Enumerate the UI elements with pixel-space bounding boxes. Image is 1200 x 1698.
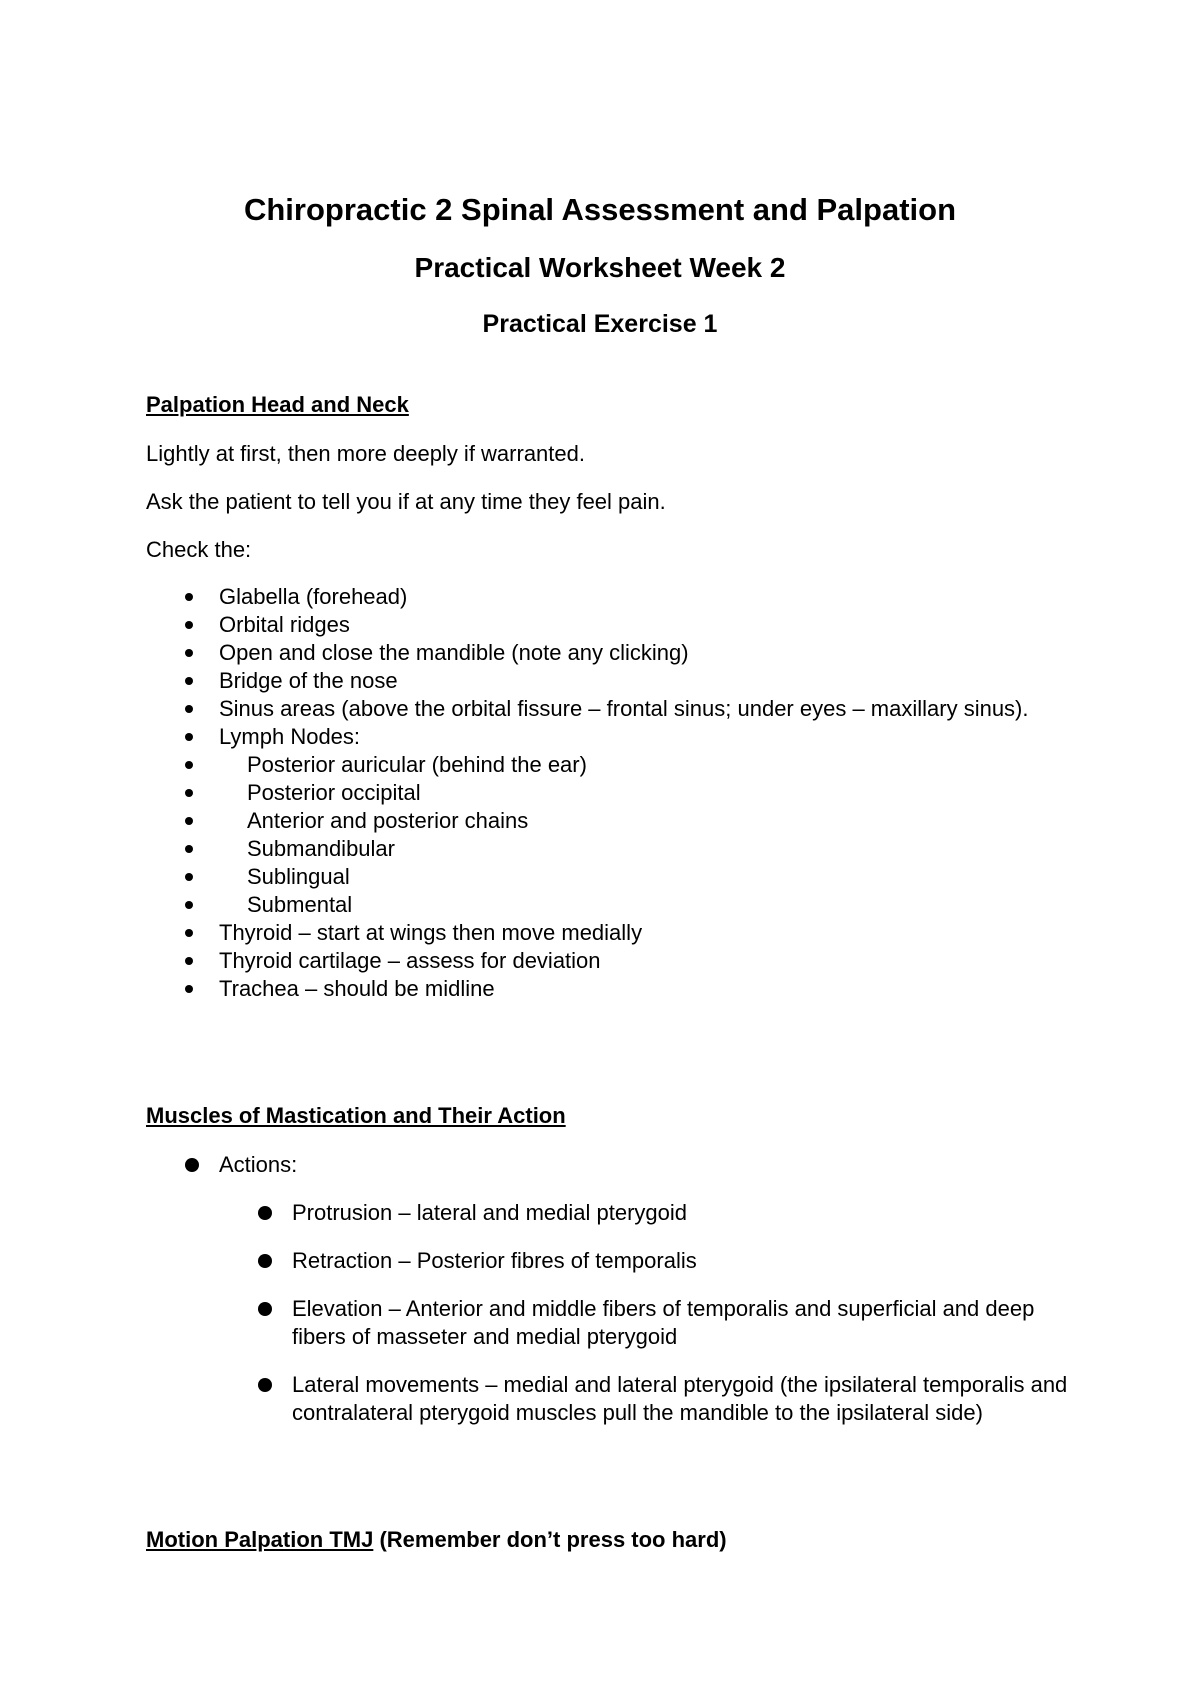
section-heading-motion-palpation-note: (Remember don’t press too hard) — [379, 1527, 727, 1552]
list-item — [0, 863, 1059, 891]
bullet-icon — [185, 761, 193, 769]
list-item — [292, 1295, 1072, 1351]
list-item — [0, 779, 1059, 807]
list-item — [0, 919, 1059, 947]
list-item-text: Posterior occipital — [247, 780, 421, 805]
list-item-text: Open and close the mandible (note any clicking) — [219, 640, 689, 665]
list-item-text: Posterior auricular (behind the ear) — [247, 752, 587, 777]
list-item-text: Anterior and posterior chains — [247, 808, 529, 833]
list-item — [0, 891, 1059, 919]
list-item-text: Bridge of the nose — [219, 668, 398, 693]
list-item — [0, 947, 1059, 975]
section-heading-mastication-text: Muscles of Mastication and Their Action — [146, 1103, 566, 1128]
section-heading-motion-palpation-text: Motion Palpation TMJ — [146, 1527, 374, 1552]
exercise-title: Practical Exercise 1 — [482, 310, 718, 338]
bullet-icon — [185, 845, 193, 853]
list-item — [0, 751, 1059, 779]
intro-paragraph-1: Lightly at first, then more deeply if warranted. — [146, 441, 585, 466]
list-item — [292, 1199, 1072, 1227]
list-item-text: Submandibular — [247, 836, 395, 861]
list-item-text: Submental — [247, 892, 353, 917]
list-item — [0, 639, 1059, 667]
bullet-icon — [185, 957, 193, 965]
bullet-icon — [258, 1302, 272, 1316]
bullet-icon — [258, 1254, 272, 1268]
list-item-text: Thyroid – start at wings then move medially — [219, 920, 643, 945]
bullet-icon — [185, 593, 193, 601]
bullet-icon — [258, 1206, 272, 1220]
section-heading-motion-palpation — [146, 1527, 727, 1553]
list-item — [219, 1151, 297, 1179]
bullet-icon — [185, 789, 193, 797]
list-item — [0, 723, 1059, 751]
list-item-text: Trachea – should be midline — [219, 976, 495, 1001]
bullet-icon — [185, 649, 193, 657]
section-heading-mastication — [146, 1103, 566, 1129]
bullet-icon — [185, 929, 193, 937]
section-heading-palpation-text: Palpation Head and Neck — [146, 392, 409, 417]
bullet-icon — [185, 705, 193, 713]
list-item-text: Sinus areas (above the orbital fissure – frontal sinus; under eyes – maxillary sinus). — [219, 696, 1029, 721]
intro-paragraph-2: Ask the patient to tell you if at any time they feel pain. — [146, 489, 666, 514]
list-item-text: Lymph Nodes: — [219, 724, 361, 749]
bullet-icon — [185, 621, 193, 629]
list-item-text: Thyroid cartilage – assess for deviation — [219, 948, 601, 973]
list-item — [292, 1247, 1072, 1275]
list-item — [0, 583, 1059, 611]
document-title: Chiropractic 2 Spinal Assessment and Palpation — [243, 192, 957, 227]
list-item — [0, 975, 1059, 1003]
action-text: Protrusion – lateral and medial pterygoid — [292, 1200, 688, 1225]
bullet-icon — [185, 733, 193, 741]
section-heading-palpation — [146, 392, 409, 418]
bullet-icon — [258, 1378, 272, 1392]
actions-label: Actions: — [219, 1152, 298, 1177]
bullet-icon — [185, 873, 193, 881]
list-item-text: Glabella (forehead) — [219, 584, 408, 609]
action-text: Elevation – Anterior and middle fibers of temporalis and superficial and deep fibers of masseter and medial pterygoid — [292, 1296, 1035, 1349]
bullet-icon — [185, 901, 193, 909]
action-text: Lateral movements – medial and lateral pterygoid (the ipsilateral temporalis and contralateral pterygoid muscles pull the mandible to the ipsilateral side) — [292, 1372, 1068, 1425]
list-item — [292, 1371, 1072, 1427]
list-item — [0, 611, 1059, 639]
bullet-icon — [185, 1158, 199, 1172]
list-item — [0, 807, 1059, 835]
list-item — [0, 667, 1059, 695]
document-subtitle: Practical Worksheet Week 2 — [414, 252, 786, 283]
list-item-text: Orbital ridges — [219, 612, 350, 637]
list-item-text: Sublingual — [247, 864, 350, 889]
intro-paragraph-3: Check the: — [146, 537, 252, 562]
bullet-icon — [185, 817, 193, 825]
action-text: Retraction – Posterior fibres of temporalis — [292, 1248, 697, 1273]
list-item — [0, 695, 1059, 723]
list-item — [0, 835, 1059, 863]
palpation-checklist — [0, 583, 1200, 1003]
bullet-icon — [185, 677, 193, 685]
bullet-icon — [185, 985, 193, 993]
